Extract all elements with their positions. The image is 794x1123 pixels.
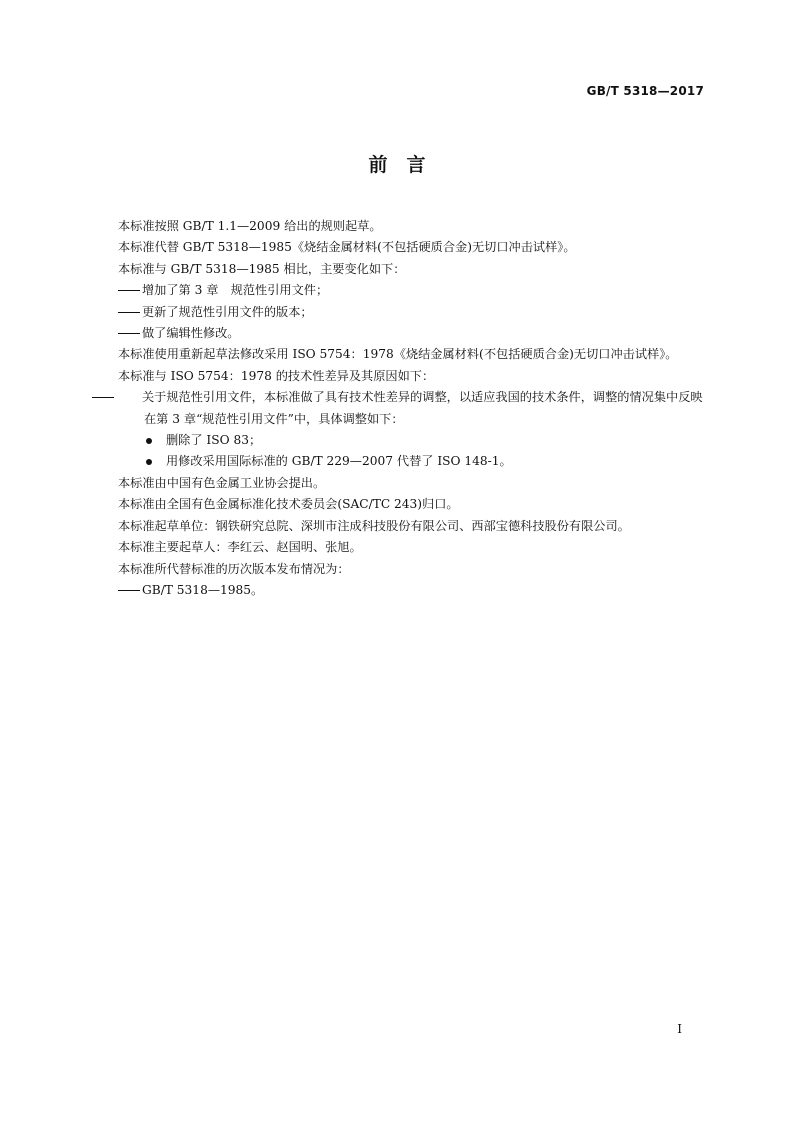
paragraph-replaces: 本标准代替 GB/T 5318—1985《烧结金属材料(不包括硬质合金)无切口冲击试样》。 [118, 240, 576, 255]
dash-item-text: 更新了规范性引用文件的版本； [142, 304, 313, 319]
dash-item-text: 增加了第 3 章 规范性引用文件； [142, 283, 329, 298]
paragraph-main-changes: 本标准与 GB/T 5318—1985 相比，主要变化如下： [118, 261, 406, 276]
dash-icon [118, 323, 142, 344]
page-title: 前 言 [368, 154, 426, 176]
paragraph-drafting-units: 本标准起草单位：钢铁研究总院、深圳市注成科技股份有限公司、西部宝德科技股份有限公司。 [118, 518, 630, 533]
bullet-item-text: 删除了 ISO 83； [166, 433, 262, 448]
dash-icon [118, 302, 142, 323]
dash-item [118, 280, 708, 301]
dash-icon [118, 280, 142, 301]
dash-item [118, 387, 708, 430]
bullet-item [118, 430, 708, 451]
paragraph-drafters: 本标准主要起草人：李红云、赵国明、张旭。 [118, 540, 362, 555]
dash-item-text: 关于规范性引用文件，本标准做了具有技术性差异的调整，以适应我国的技术条件，调整的情况集中反映在第 3 章“规范性引用文件”中，具体调整如下： [142, 390, 703, 426]
bullet-item [118, 451, 708, 472]
standard-code: GB/T 5318—2017 [586, 84, 704, 98]
paragraph-drafting-rules: 本标准按照 GB/T 1.1—2009 给出的规则起草。 [118, 219, 382, 233]
dash-item [118, 580, 708, 601]
bullet-item-text: 用修改采用国际标准的 GB/T 229—2007 代替了 ISO 148-1。 [166, 454, 512, 469]
page-number: I [677, 1022, 682, 1036]
dash-item-text: GB/T 5318—1985。 [142, 582, 264, 597]
bullet-icon [146, 438, 152, 444]
document-body [118, 216, 708, 601]
dash-item [118, 323, 708, 344]
paragraph-committee: 本标准由全国有色金属标准化技术委员会(SAC/TC 243)归口。 [118, 497, 459, 512]
dash-item [118, 302, 708, 323]
dash-icon [118, 387, 142, 408]
paragraph-iso-adoption: 本标准使用重新起草法修改采用 ISO 5754：1978《烧结金属材料(不包括硬质合金)无切口冲击试样》。 [118, 347, 678, 362]
paragraph-history: 本标准所代替标准的历次版本发布情况为： [118, 561, 350, 576]
paragraph-technical-differences: 本标准与 ISO 5754：1978 的技术性差异及其原因如下： [118, 368, 435, 383]
bullet-icon [146, 459, 152, 465]
dash-item-text: 做了编辑性修改。 [142, 326, 240, 341]
paragraph-proposer: 本标准由中国有色金属工业协会提出。 [118, 475, 326, 490]
dash-icon [118, 580, 142, 601]
